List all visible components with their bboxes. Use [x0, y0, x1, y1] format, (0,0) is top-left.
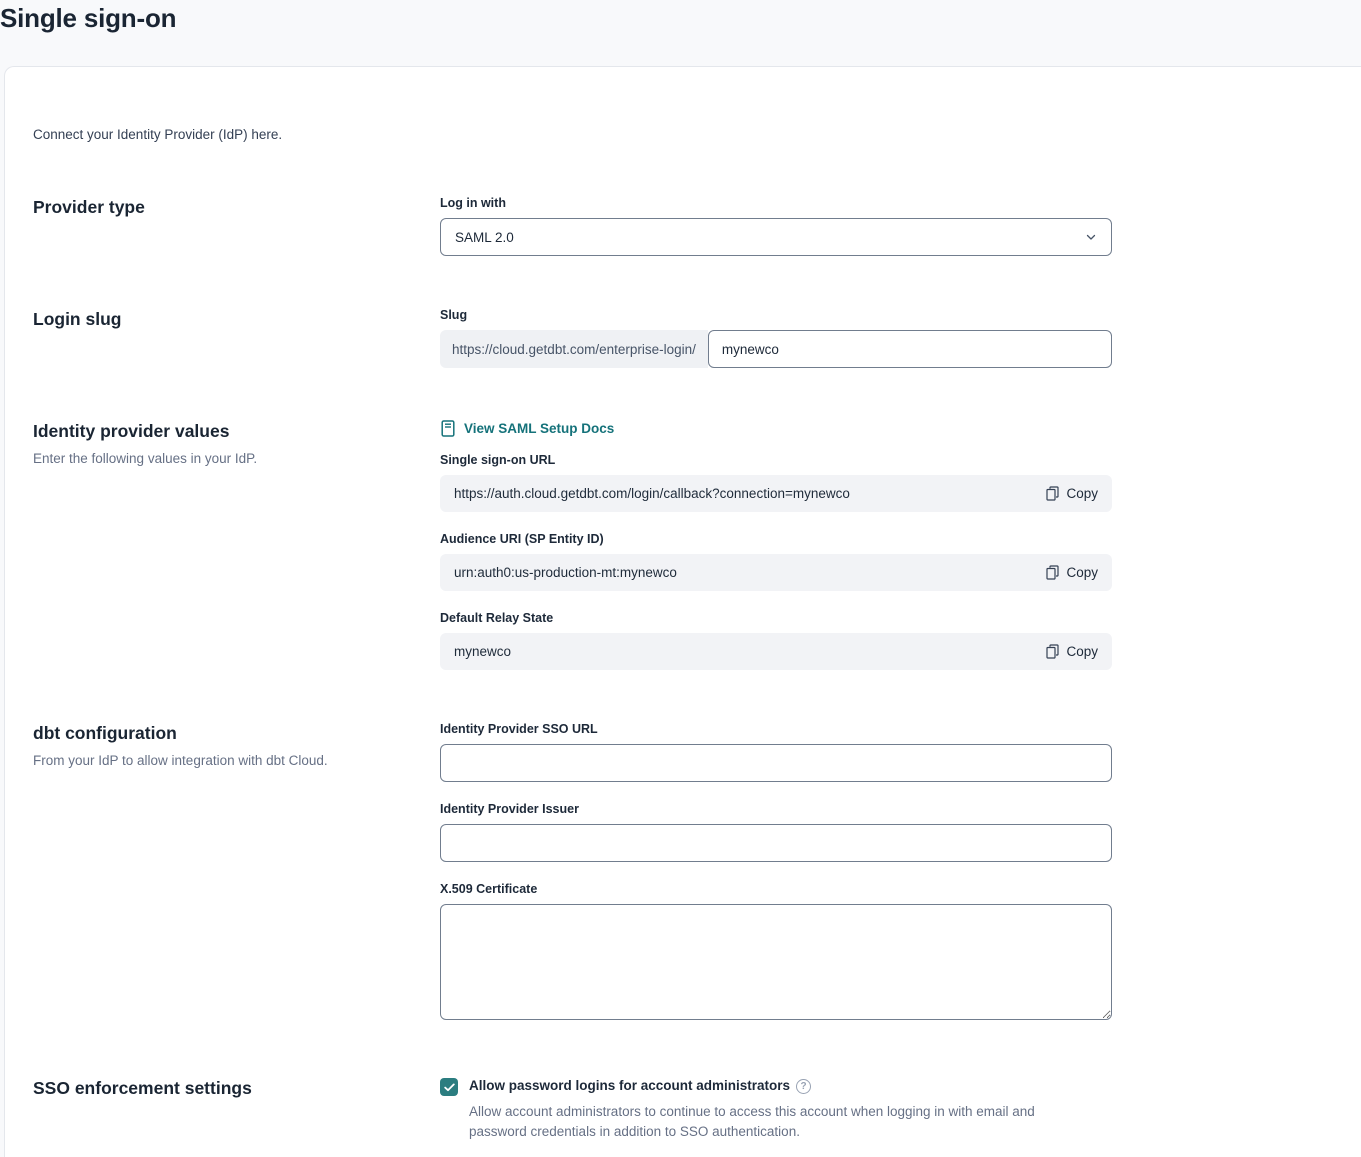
idp-sso-url-label: Identity Provider SSO URL [440, 722, 598, 736]
copy-sso-url-button[interactable] [1046, 486, 1098, 501]
page-header [0, 0, 1361, 66]
sso-url-value-row [440, 475, 1112, 512]
chevron-down-icon [1085, 231, 1097, 243]
allow-password-logins-label: Allow password logins for account administrators [469, 1078, 791, 1093]
allow-password-logins-checkbox[interactable] [440, 1078, 458, 1096]
dbt-configuration-section [33, 722, 1112, 1025]
sso-enforcement-heading: SSO enforcement settings [33, 1078, 252, 1098]
dbt-configuration-heading: dbt configuration [33, 723, 177, 743]
slug-label: Slug [440, 308, 468, 322]
login-with-selected-value: SAML 2.0 [455, 229, 514, 245]
login-slug-section [33, 308, 1112, 368]
audience-uri-value-row [440, 554, 1112, 591]
login-slug-heading: Login slug [33, 309, 122, 329]
page-title: Single sign-on [0, 3, 177, 33]
copy-icon [1046, 486, 1059, 501]
sso-enforcement-section [33, 1077, 1112, 1142]
slug-input[interactable] [708, 330, 1112, 368]
relay-state-value: mynewco [454, 644, 512, 659]
copy-relay-state-button[interactable] [1046, 644, 1098, 659]
provider-type-heading: Provider type [33, 197, 145, 217]
checkmark-icon [444, 1083, 455, 1092]
help-icon[interactable]: ? [796, 1079, 811, 1094]
x509-certificate-textarea[interactable] [440, 904, 1112, 1020]
copy-icon [1046, 565, 1059, 580]
relay-state-value-row [440, 633, 1112, 670]
sso-url-label: Single sign-on URL [440, 453, 556, 467]
slug-url-prefix: https://cloud.getdbt.com/enterprise-login/ [440, 330, 708, 368]
copy-icon [1046, 644, 1059, 659]
login-with-label: Log in with [440, 196, 506, 210]
idp-values-section [33, 420, 1112, 670]
journal-docs-icon [440, 420, 455, 437]
settings-card [4, 66, 1361, 1157]
sso-url-value: https://auth.cloud.getdbt.com/login/callback?connection=mynewco [454, 486, 850, 501]
copy-audience-uri-button[interactable] [1046, 565, 1098, 580]
provider-type-section [33, 196, 1112, 256]
copy-button-label: Copy [1066, 644, 1098, 659]
copy-button-label: Copy [1066, 565, 1098, 580]
allow-password-logins-description: Allow account administrators to continue to access this account when logging in with email and password credentials in addition to SSO authentication. [469, 1104, 1035, 1139]
idp-issuer-label: Identity Provider Issuer [440, 802, 579, 816]
intro-text: Connect your Identity Provider (IdP) here. [33, 127, 283, 142]
x509-certificate-label: X.509 Certificate [440, 882, 538, 896]
idp-values-subtext: Enter the following values in your IdP. [33, 451, 258, 466]
idp-sso-url-input[interactable] [440, 744, 1112, 782]
settings-content [5, 67, 1112, 1142]
slug-field-group [440, 330, 1112, 368]
idp-values-heading: Identity provider values [33, 421, 230, 441]
idp-issuer-input[interactable] [440, 824, 1112, 862]
dbt-configuration-subtext: From your IdP to allow integration with dbt Cloud. [33, 753, 328, 768]
relay-state-label: Default Relay State [440, 611, 554, 625]
view-saml-docs-link[interactable] [440, 420, 614, 437]
audience-uri-value: urn:auth0:us-production-mt:mynewco [454, 565, 677, 580]
copy-button-label: Copy [1066, 486, 1098, 501]
audience-uri-label: Audience URI (SP Entity ID) [440, 532, 604, 546]
login-with-select[interactable] [440, 218, 1112, 256]
view-saml-docs-label: View SAML Setup Docs [464, 421, 615, 436]
